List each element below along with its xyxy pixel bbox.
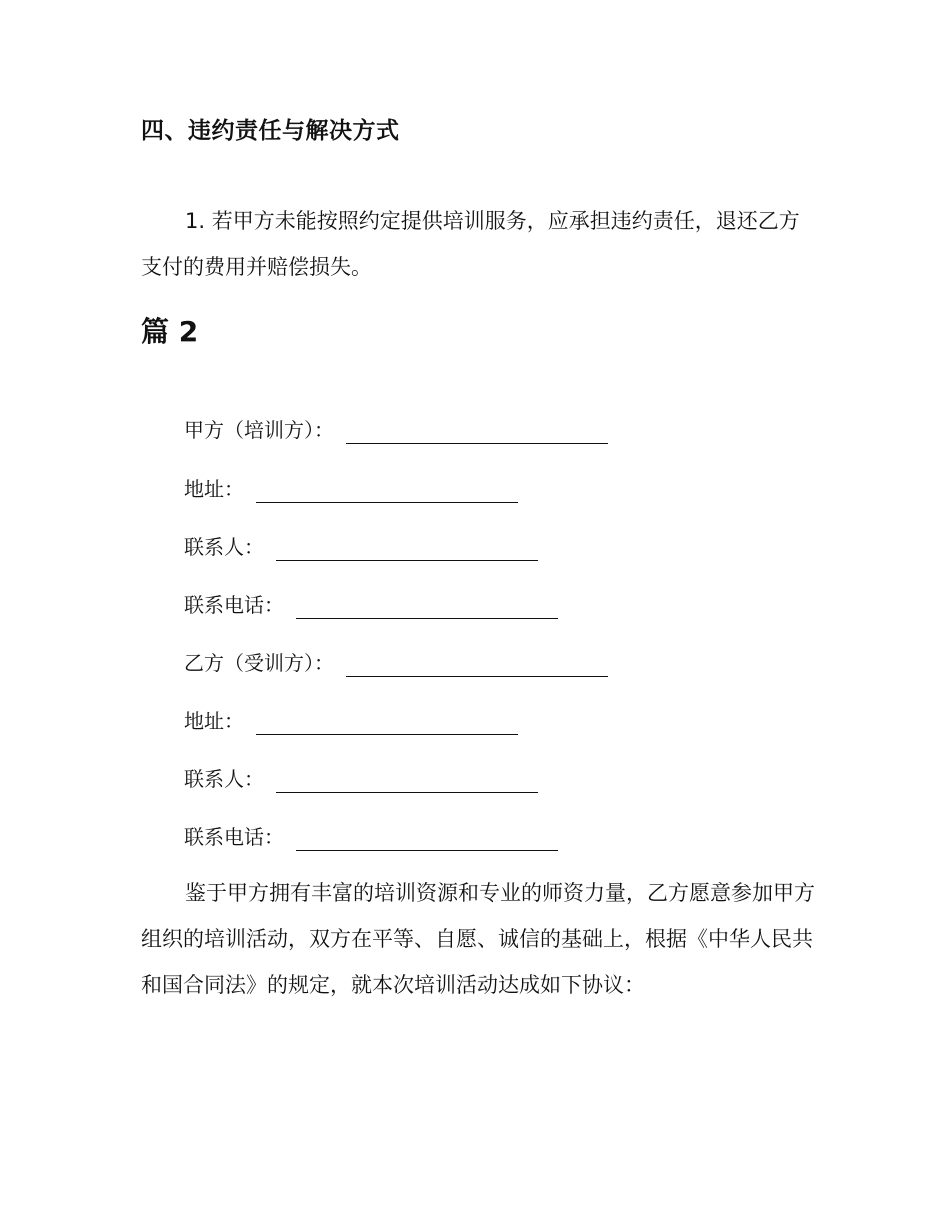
party-b-name-label: 乙方（受训方）： xyxy=(184,651,334,675)
party-a-phone-field xyxy=(184,591,558,619)
party-a-address-blank-line xyxy=(256,476,518,503)
party-a-contact-field xyxy=(184,533,538,561)
party-b-phone-field xyxy=(184,823,558,851)
party-a-address-field xyxy=(184,475,518,503)
party-a-contact-label: 联系人： xyxy=(184,535,264,559)
party-b-phone-blank-line xyxy=(296,824,558,851)
party-b-address-label: 地址： xyxy=(184,709,244,733)
party-a-address-label: 地址： xyxy=(184,477,244,501)
section-heading: 四、违约责任与解决方式 xyxy=(141,118,400,144)
party-a-phone-blank-line xyxy=(296,592,558,619)
party-b-address-blank-line xyxy=(256,708,518,735)
party-a-phone-label: 联系电话： xyxy=(184,593,284,617)
part-heading: 篇 2 xyxy=(141,315,199,348)
party-b-contact-label: 联系人： xyxy=(184,767,264,791)
party-a-name-label: 甲方（培训方）： xyxy=(184,418,334,442)
party-b-name-field xyxy=(184,649,608,677)
party-b-contact-field xyxy=(184,765,538,793)
party-b-contact-blank-line xyxy=(276,766,538,793)
clause-paragraph: 1. 若甲方未能按照约定提供培训服务，应承担违约责任，退还乙方支付的费用并赔偿损失。 xyxy=(141,209,800,279)
party-a-name-field xyxy=(184,416,608,444)
party-a-contact-blank-line xyxy=(276,534,538,561)
party-a-name-blank-line xyxy=(346,417,608,444)
party-b-name-blank-line xyxy=(346,650,608,677)
party-b-address-field xyxy=(184,707,518,735)
preamble-paragraph: 鉴于甲方拥有丰富的培训资源和专业的师资力量，乙方愿意参加甲方组织的培训活动，双方在平等、自愿、诚信的基础上，根据《中华人民共和国合同法》的规定，就本次培训活动达成如下协议： xyxy=(141,881,815,997)
party-b-phone-label: 联系电话： xyxy=(184,825,284,849)
